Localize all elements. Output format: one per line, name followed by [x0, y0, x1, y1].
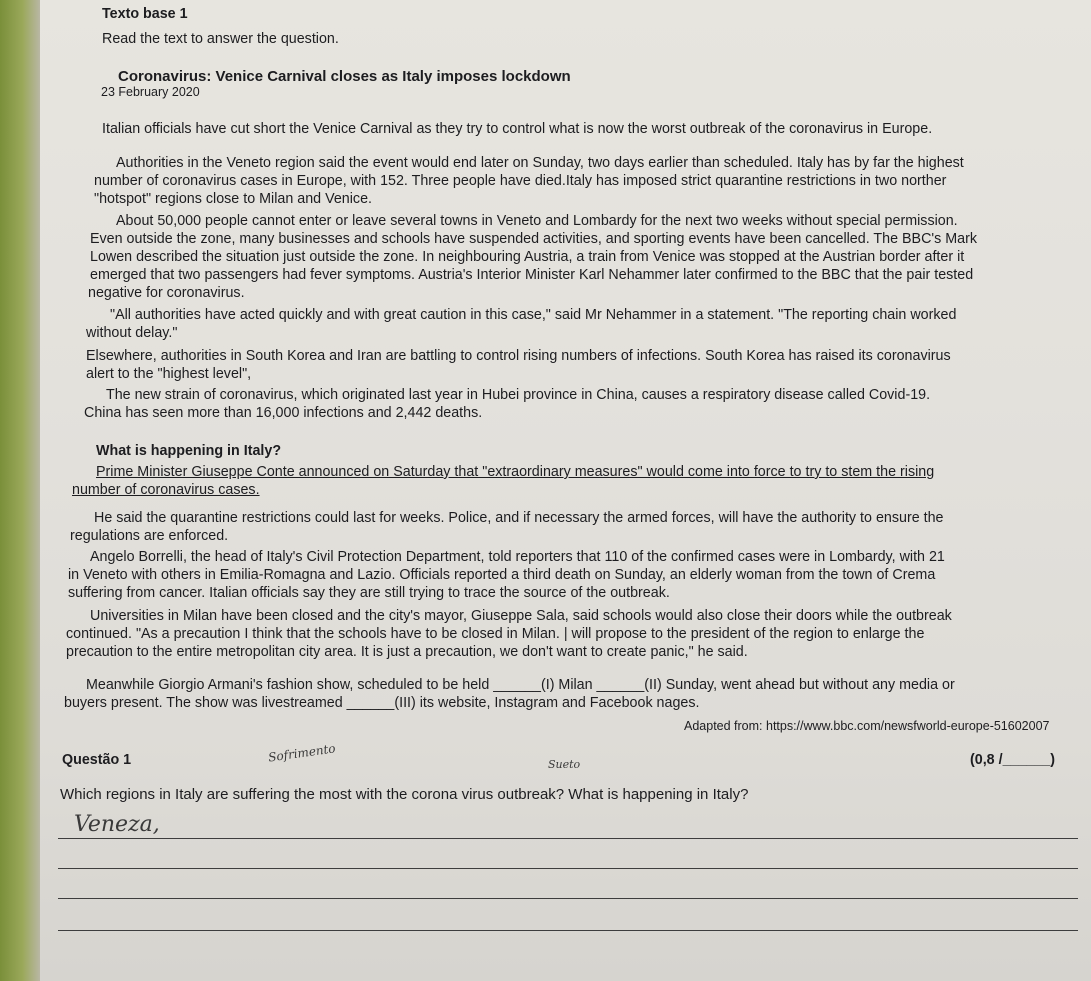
answer-line[interactable]	[58, 838, 1078, 839]
answer-line[interactable]	[58, 898, 1078, 899]
section-line: Prime Minister Giuseppe Conte announced on Saturday that "extraordinary measures" would come into force to try to stem the rising	[96, 464, 935, 480]
article-line: About 50,000 people cannot enter or leave several towns in Veneto and Lombardy for the next two weeks without special permission.	[116, 213, 958, 229]
section-line: in Veneto with others in Emilia-Romagna and Lazio. Officials reported a third death on Sunday, an elderly woman from the town of Crema	[68, 567, 936, 583]
section-line: buyers present. The show was livestreamed ______(III) its website, Instagram and Facebook nages.	[64, 695, 700, 711]
article-date: 23 February 2020	[101, 85, 200, 99]
section-line: precaution to the entire metropolitan city area. It is just a precaution, we don't want to create panic," he said.	[66, 644, 748, 660]
handwritten-answer: Veneza,	[74, 812, 160, 837]
handwritten-note: Sueto	[548, 758, 581, 771]
article-title: Coronavirus: Venice Carnival closes as Italy imposes lockdown	[118, 68, 571, 85]
score-field: (0,8 /______)	[970, 752, 1056, 768]
handwritten-note: Sofrimento	[267, 741, 337, 765]
section-line: Meanwhile Giorgio Armani's fashion show, scheduled to be held ______(I) Milan ______(II) Sunday, went ahead but without any media or	[86, 677, 955, 693]
article-line: negative for coronavirus.	[88, 285, 245, 301]
article-line: Authorities in the Veneto region said the event would end later on Sunday, two days earlier than scheduled. Italy has by far the highest	[116, 155, 964, 171]
article-line: Even outside the zone, many businesses and schools have suspended activities, and sporting events have been cancelled. The BBC's Mark	[90, 231, 978, 247]
source-citation: Adapted from: https://www.bbc.com/newsfworld-europe-51602007	[684, 719, 1050, 733]
section-line: Universities in Milan have been closed and the city's mayor, Giuseppe Sala, said schools would also close their doors while the outbreak	[90, 608, 952, 624]
section-heading: What is happening in Italy?	[96, 443, 282, 459]
article-line: without delay."	[86, 325, 178, 341]
answer-line[interactable]	[58, 868, 1078, 869]
article-line: "All authorities have acted quickly and with great caution in this case," said Mr Nehammer in a statement. "The reporting chain worked	[110, 307, 957, 323]
section-line: Angelo Borrelli, the head of Italy's Civil Protection Department, told reporters that 110 of the confirmed cases were in Lombardy, with 21	[90, 549, 945, 565]
section-line: number of coronavirus cases.	[72, 482, 260, 498]
question-prompt: Which regions in Italy are suffering the most with the corona virus outbreak? What is happening in Italy?	[60, 786, 749, 803]
article-line: number of coronavirus cases in Europe, with 152. Three people have died.Italy has imposed strict quarantine restrictions in two norther	[94, 173, 947, 189]
section-line: suffering from cancer. Italian officials say they are still trying to trace the source of the outbreak.	[68, 585, 670, 601]
article-line: alert to the "highest level",	[86, 366, 252, 382]
article-line: The new strain of coronavirus, which originated last year in Hubei province in China, causes a respiratory disease called Covid-19.	[106, 387, 931, 403]
question-label: Questão 1	[62, 752, 132, 768]
article-line: "hotspot" regions close to Milan and Venice.	[94, 191, 372, 207]
article-line: Italian officials have cut short the Venice Carnival as they try to control what is now the worst outbreak of the coronavirus in Europe.	[102, 121, 933, 137]
article-line: Elsewhere, authorities in South Korea and Iran are battling to control rising numbers of infections. South Korea has raised its coronavirus	[86, 348, 951, 364]
text-label: Texto base 1	[102, 6, 188, 22]
section-line: continued. "As a precaution I think that the schools have to be closed in Milan. | will propose to the president of the region to enlarge the	[66, 626, 925, 642]
article-line: Lowen described the situation just outside the zone. In neighbouring Austria, a train from Venice was stopped at the Austrian border after it	[90, 249, 965, 265]
article-line: emerged that two passengers had fever symptoms. Austria's Interior Minister Karl Nehammer later confirmed to the BBC that the pair tested	[90, 267, 974, 283]
instruction: Read the text to answer the question.	[102, 31, 339, 47]
section-line: regulations are enforced.	[70, 528, 229, 544]
answer-line[interactable]	[58, 930, 1078, 931]
article-line: China has seen more than 16,000 infections and 2,442 deaths.	[84, 405, 483, 421]
section-line: He said the quarantine restrictions could last for weeks. Police, and if necessary the armed forces, will have the authority to ensure the	[94, 510, 944, 526]
